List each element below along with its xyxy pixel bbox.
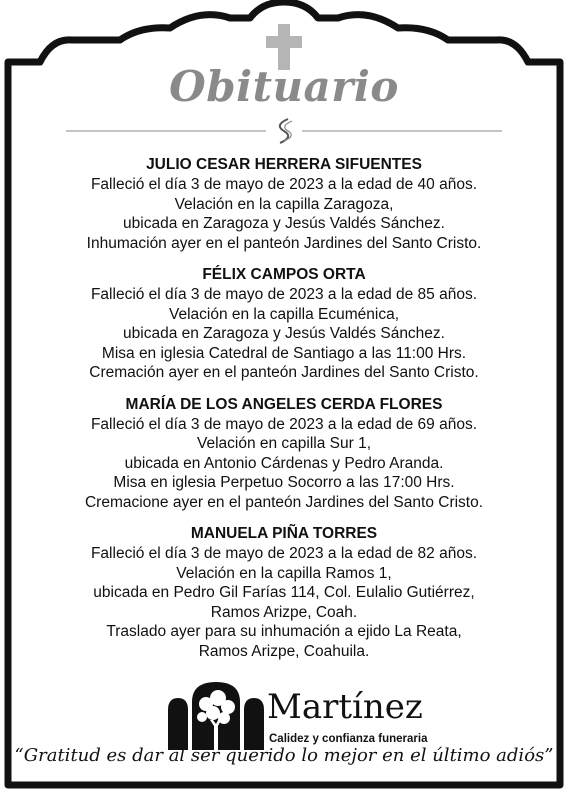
- detail-line: Cremacione ayer en el panteón Jardines del Santo Cristo.: [84, 493, 484, 511]
- detail-line: Misa en iglesia Perpetuo Socorro a las 17:00 Hrs.: [113, 474, 455, 491]
- brand-name: Martínez: [267, 687, 423, 727]
- obituary-entry: [22, 265, 546, 383]
- brand-tagline: Calidez y confianza funeraria: [269, 733, 428, 745]
- detail-line: Velación en la capilla Zaragoza,: [174, 195, 394, 213]
- detail-line: ubicada en Pedro Gil Farías 114, Col. Eulalio Gutiérrez,: [93, 584, 475, 601]
- detail-line: Traslado ayer para su inhumación a ejido La Reata,: [106, 623, 462, 640]
- obituary-entry: [22, 155, 546, 253]
- detail-line: Ramos Arizpe, Coah.: [210, 603, 358, 621]
- deceased-name: JULIO CESAR HERRERA SIFUENTES: [146, 156, 422, 173]
- obituary-list: [22, 155, 546, 673]
- detail-line: Falleció el día 3 de mayo de 2023 a la edad de 69 años.: [90, 415, 478, 433]
- closing-quote: “Gratitud es dar al ser querido lo mejor en el último adiós”: [14, 745, 554, 766]
- deceased-name: MANUELA PIÑA TORRES: [190, 525, 378, 542]
- detail-line: Misa en iglesia Catedral de Santiago a las 11:00 Hrs.: [101, 344, 467, 362]
- ornament-divider-icon: [66, 117, 502, 145]
- detail-line: Ramos Arizpe, Coahuila.: [198, 642, 370, 660]
- detail-line: ubicada en Zaragoza y Jesús Valdés Sánchez.: [123, 215, 445, 232]
- detail-line: Velación en la capilla Ramos 1,: [176, 564, 392, 582]
- obituary-entry: [22, 395, 546, 513]
- detail-line: ubicada en Antonio Cárdenas y Pedro Aranda.: [124, 454, 444, 472]
- deceased-name: MARÍA DE LOS ANGELES CERDA FLORES: [125, 395, 443, 413]
- detail-line: Velación en la capilla Ecuménica,: [168, 305, 400, 323]
- detail-line: Inhumación ayer en el panteón Jardines del Santo Cristo.: [86, 234, 482, 252]
- detail-line: Falleció el día 3 de mayo de 2023 a la edad de 82 años.: [90, 545, 478, 562]
- detail-line: ubicada en Zaragoza y Jesús Valdés Sánchez.: [123, 325, 445, 342]
- detail-line: Velación en capilla Sur 1,: [196, 435, 372, 452]
- detail-line: Cremación ayer en el panteón Jardines del Santo Cristo.: [89, 364, 479, 381]
- detail-line: Falleció el día 3 de mayo de 2023 a la edad de 40 años.: [90, 176, 478, 193]
- obituary-entry: [22, 524, 546, 661]
- deceased-name: FÉLIX CAMPOS ORTA: [202, 266, 366, 283]
- detail-line: Falleció el día 3 de mayo de 2023 a la edad de 85 años.: [90, 286, 478, 303]
- page-title: Obituario: [169, 62, 399, 111]
- chapel-tree-logo-icon: [166, 680, 268, 752]
